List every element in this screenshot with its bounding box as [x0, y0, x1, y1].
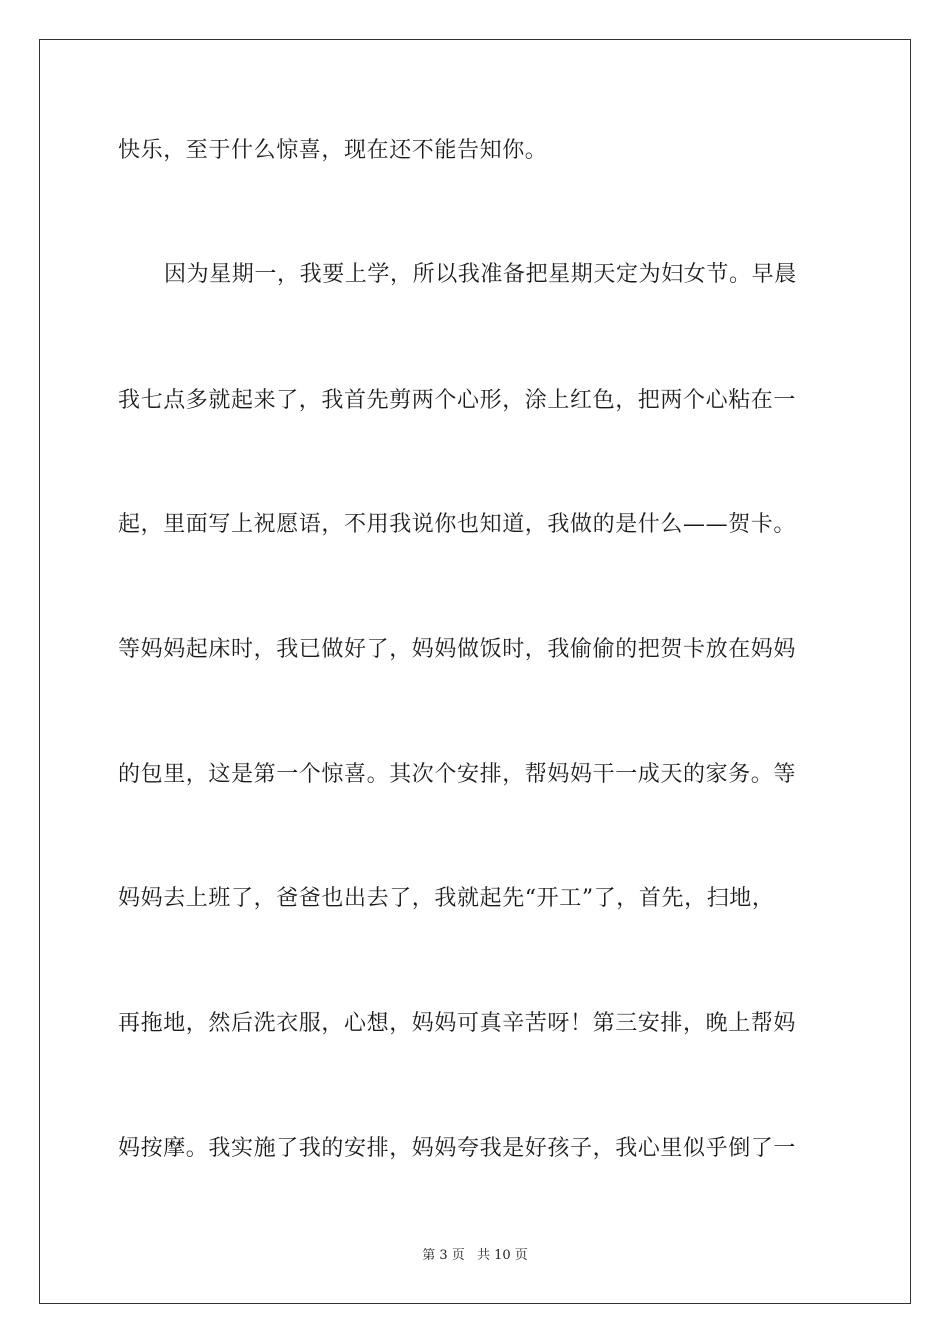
text-line-7: 妈妈去上班了，爸爸也出去了，我就起先“开工”了，首先，扫地，: [118, 886, 775, 911]
text-line-2: 因为星期一，我要上学，所以我准备把星期天定为妇女节。早晨: [164, 262, 797, 287]
page-footer: [0, 1247, 950, 1265]
text-line-8: 再拖地，然后洗衣服，心想，妈妈可真辛苦呀！第三安排，晚上帮妈: [118, 1011, 797, 1036]
total-pages: 共 10 页: [476, 1248, 528, 1263]
text-line-9: 妈按摩。我实施了我的安排，妈妈夸我是好孩子，我心里似乎倒了一: [118, 1136, 797, 1161]
text-line-5: 等妈妈起床时，我已做好了，妈妈做饭时，我偷偷的把贺卡放在妈妈: [118, 637, 797, 662]
text-line-4: 起，里面写上祝愿语，不用我说你也知道，我做的是什么——贺卡。: [118, 512, 797, 537]
text-line-3: 我七点多就起来了，我首先剪两个心形，涂上红色，把两个心粘在一: [118, 388, 797, 413]
text-line-1: 快乐，至于什么惊喜，现在还不能告知你。: [118, 138, 548, 163]
text-line-6: 的包里，这是第一个惊喜。其次个安排，帮妈妈干一成天的家务。等: [118, 762, 797, 787]
page-number: 第 3 页: [422, 1248, 465, 1263]
page-frame: [39, 39, 911, 1304]
